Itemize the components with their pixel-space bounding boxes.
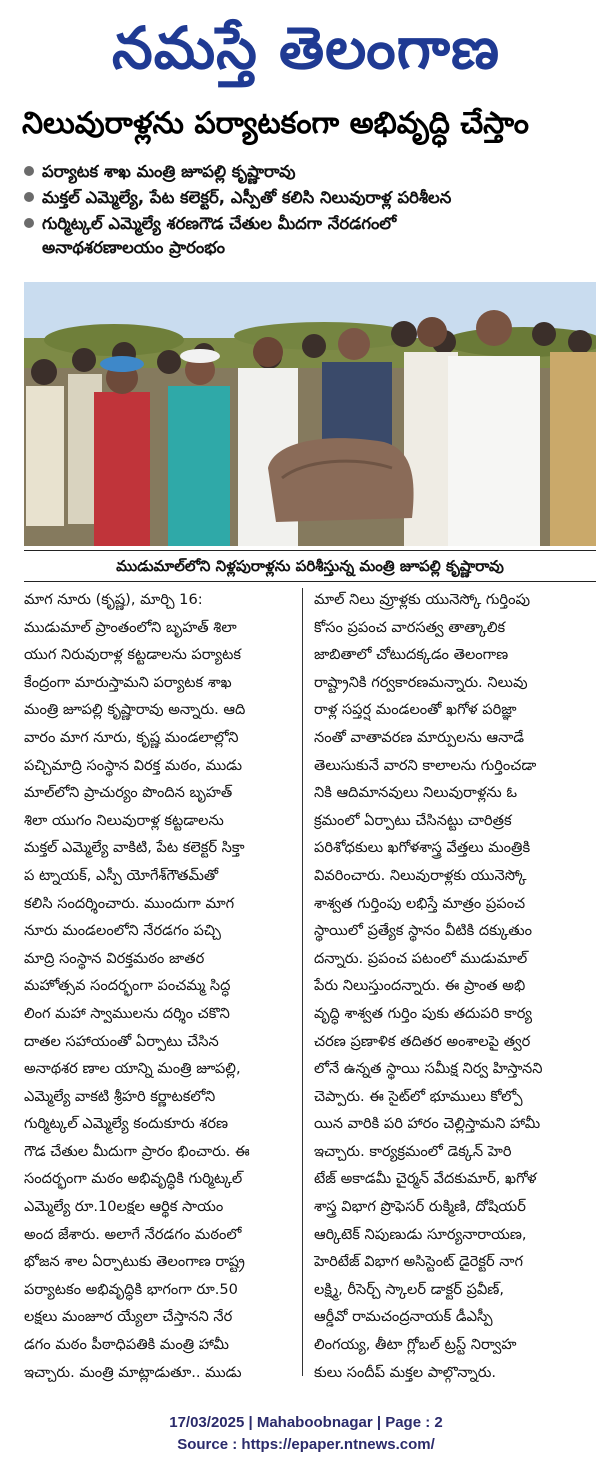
article-column-right <box>314 586 594 1386</box>
article-line: కేంద్రంగా మారుస్తామని పర్యాటక శాఖ <box>24 673 232 691</box>
article-column-left <box>24 586 304 1386</box>
article-line: మాల్ నిలు వ్రూళ్లకు యునెస్కో గుర్తింపు <box>314 591 531 608</box>
article-line: కలిసి సందర్శించారు. ముందుగా మాగ <box>24 894 235 912</box>
page-footer <box>0 1412 612 1456</box>
article-line: శాస్త్ర విభాగ ప్రొఫెసర్ రుక్మిణి, దోషియర్ <box>314 1198 526 1216</box>
article-line: ప ట్నాయక్, ఎస్పీ యోగేశ్‌గౌతమ్‌తో <box>24 866 219 884</box>
photo-illustration <box>24 282 596 546</box>
article-line: నూరు మండలంలోని నేరడగం పచ్చి <box>24 922 221 940</box>
article-line: అనాథశర ణాల యాన్ని మంత్రి జూపల్లి, <box>24 1060 241 1078</box>
article-line: చెప్పారు. ఈ సైట్‌లో భూములు కోల్పో <box>314 1087 523 1105</box>
article-line: ఎమ్మెల్యే రూ.10లక్షల ఆర్థిక సాయం <box>24 1198 224 1216</box>
footer-date-edition: 17/03/2025 | Mahaboobnagar | Page : 2 <box>169 1414 443 1431</box>
article-line: వృద్ధి శాశ్వత గుర్తిం పుకు తదుపరి కార్య <box>314 1004 533 1022</box>
article-line: మంత్రి జూపల్లి కృష్ణారావు అన్నారు. ఆది <box>24 701 246 719</box>
bullet-dot-icon <box>24 166 34 176</box>
article-line: ఇచ్చారు. మంత్రి మాట్లాడుతూ.. ముడు <box>24 1363 242 1381</box>
article-line: ఎమ్మెల్యే వాకటి శ్రీహరి కర్ణాటకలోని <box>24 1087 216 1105</box>
article-line: ముడుమాల్ ప్రాంతంలోని బృహత్ శిలా <box>24 618 237 636</box>
article-line: మహోత్సవ సందర్భంగా పంచమ్మ సిద్ధ <box>24 977 231 995</box>
article-line: వారం మాగ నూరు, కృష్ణ మండలాల్లోని <box>24 728 239 746</box>
article-line: మాగ నూరు (కృష్ణ), మార్చి 16: <box>24 591 203 608</box>
headline: నిలువురాళ్లను పర్యాటకంగా అభివృద్ధి చేస్తాం <box>22 106 529 141</box>
article-line: మాల్‌లోని ప్రాచుర్యం పొందిన బృహత్ <box>24 784 233 802</box>
bullet-item <box>22 186 602 210</box>
article-line: యిన వారికి పరి హారం చెల్లిస్తామని హామీ <box>314 1115 541 1133</box>
photo-caption: ముడుమాల్‌లోని నిళ్లపురాళ్లను పరిశీస్తున్న మంత్రి జూపల్లి కృష్ణారావు <box>24 550 596 582</box>
article-line: సందర్భంగా మఠం అభివృద్ధికి గుర్మిట్కల్ <box>24 1170 243 1188</box>
article-line: ఇచ్చారు. కార్యక్రమంలో డెక్కన్ హెరి <box>314 1142 512 1160</box>
article-line: మాద్రి సంస్థాన విరక్తమఠం జాతర <box>24 949 205 967</box>
article-line: లక్ష్మి, రీసెర్చ్ స్కాలర్ డాక్టర్ ప్రవీణ్, <box>314 1280 504 1298</box>
article-line: కోసం ప్రపంచ వారసత్వ తాత్కాలిక <box>314 618 506 636</box>
column-divider <box>302 588 303 1376</box>
bullet-dot-icon <box>24 192 34 202</box>
article-line: లింగ మహా స్వాములను దర్శిం చకొని <box>24 1004 230 1022</box>
article-line: రాళ్ల సప్తర్ష మండలంతో ఖగోళ పరిజ్ఞా <box>314 701 517 719</box>
bullet-item <box>22 212 602 260</box>
bullet-item <box>22 160 602 184</box>
article-line: తెలుసుకునే వారని కాలాలను గుర్తించడా <box>314 756 537 774</box>
article-line: హెరిటేజ్ విభాగ అసిస్టెంట్ డైరెక్టర్ నాగ <box>314 1253 523 1271</box>
footer-source: Source : https://epaper.ntnews.com/ <box>177 1436 435 1453</box>
article-line: క్రమంలో ఏర్పాటు చేసినట్టు చారిత్రక <box>314 811 512 829</box>
article-line: టేజ్ అకాడమీ చైర్మన్ వేదకుమార్, ఖగోళ <box>314 1170 537 1188</box>
article-line: చరణ ప్రణాళిక తదితర అంశాలపై త్వర <box>314 1032 531 1050</box>
article-line: అంద జేశారు. అలాగే నేరడగం మఠంలో <box>24 1225 242 1243</box>
article-line: పచ్చిమాద్రి సంస్థాన విరక్త మఠం, ముడు <box>24 756 242 774</box>
masthead <box>0 6 612 90</box>
newspaper-logo: నమస్తే తెలంగాణ <box>112 14 500 82</box>
article-line: మక్తల్ ఎమ్మెల్యే వాకిటి, పేట కలెక్టర్ సిక్తా <box>24 839 245 857</box>
article-line: జాబితాలో చోటుదక్కడం తెలంగాణ <box>314 646 509 664</box>
article-line: ఆర్కిటెక్ నిపుణుడు సూర్యనారాయణ, <box>314 1225 527 1243</box>
news-photo <box>24 282 596 546</box>
article-line: డగం మఠం పీఠాధిపతికి మంత్రి హామీ <box>24 1336 229 1354</box>
article-line: నంతో వాతావరణ మార్పులను ఆనాడే <box>314 728 525 746</box>
article-line: రాష్ట్రానికి గర్వకారణమన్నారు. నిలువు <box>314 673 528 691</box>
article-line: దాతల సహాయంతో ఏర్పాటు చేసిన <box>24 1032 219 1050</box>
article-line: నికి ఆదిమానవులు నిలువురాళ్లను ఓ <box>314 784 518 802</box>
article-line: శాశ్వత గుర్తింపు లభిస్తే మాత్రం ప్రపంచ <box>314 894 526 912</box>
article-line: గుర్మిట్కల్ ఎమ్మెల్యే కందుకూరు శరణ <box>24 1115 229 1133</box>
article-line: కులు సందీప్ మక్తల పాల్గొన్నారు. <box>314 1363 497 1381</box>
article-line: శిలా యుగం నిలువురాళ్ల కట్టడాలను <box>24 811 224 829</box>
bullet-list <box>22 160 602 262</box>
bullet-text: మక్తల్ ఎమ్మెల్యే, పేట కలెక్టర్, ఎస్పీతో కలిసి నిలువురాళ్ల పరిశీలన <box>42 188 452 207</box>
article-line: పర్యాటకం అభివృద్ధికి భాగంగా రూ.50 <box>24 1280 238 1298</box>
article-line: వివరించారు. నిలువురాళ్లకు యునెస్కో <box>314 866 527 884</box>
article-line: లక్షలు మంజూర య్యేలా చేస్తానని నేర <box>24 1308 233 1326</box>
article-line: పరిశోధకులు ఖగోళశాస్త్ర వేత్తలు మంత్రికి <box>314 839 531 857</box>
article-line: యుగ నిరువురాళ్ల కట్టడాలను పర్యాటక <box>24 646 242 664</box>
article-line: దన్నారు. ప్రపంచ పటంలో ముడుమాల్ <box>314 949 528 967</box>
article-line: స్థాయిలో ప్రత్యేక స్థానం వీటికి దక్కుతుం <box>314 922 533 940</box>
bullet-text: పర్యాటక శాఖ మంత్రి జూపల్లి కృష్ణారావు <box>42 162 296 181</box>
bullet-dot-icon <box>24 218 34 228</box>
bullet-text: గుర్మిట్కల్ ఎమ్మెల్యే శరణగౌడ చేతుల మీదగా నేరడగంలో <box>42 214 397 233</box>
article-line: భోజన శాల ఏర్పాటుకు తెలంగాణ రాష్ట్ర <box>24 1253 245 1271</box>
article-line: గౌడ చేతుల మీదుగా ప్రారం భించారు. ఈ <box>24 1142 250 1160</box>
bullet-text-continued: అనాథశరణాలయం ప్రారంభం <box>42 238 226 257</box>
article-line: పేరు నిలుస్తుందన్నారు. ఈ ప్రాంత అభి <box>314 977 526 995</box>
article-line: ఆర్డీవో రామచంద్రనాయక్ డీఎస్పీ <box>314 1308 493 1326</box>
article-line: లింగయ్య, తీటా గ్లోబల్ ట్రస్ట్ నిర్వాహ <box>314 1336 517 1354</box>
article-line: లోనే ఉన్నత స్థాయి సమీక్ష నిర్వ హిస్తానని <box>314 1060 543 1078</box>
